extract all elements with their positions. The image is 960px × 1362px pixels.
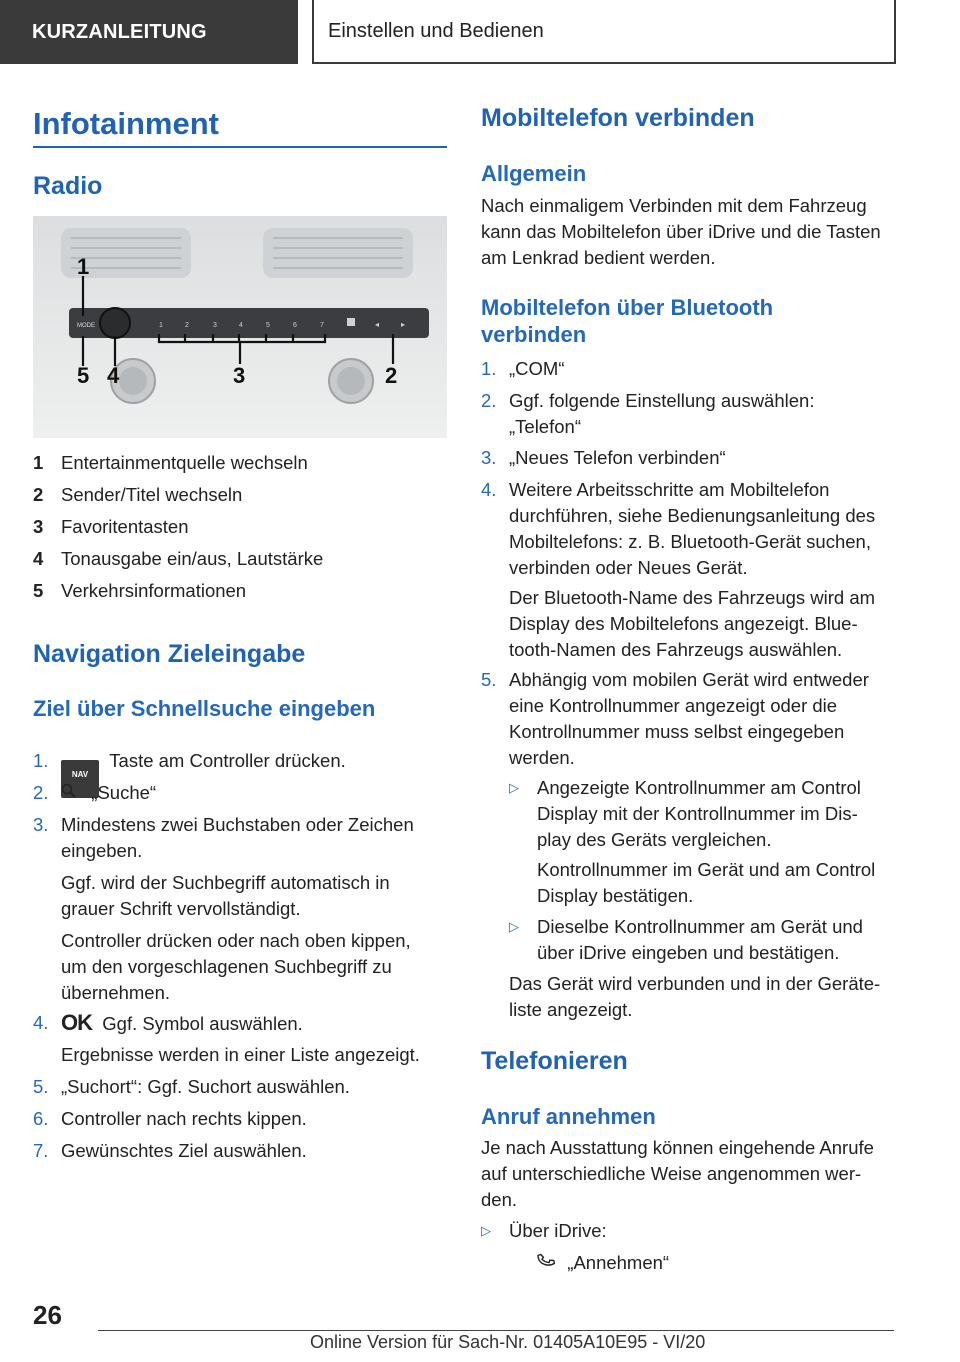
- svg-text:▸: ▸: [401, 320, 406, 329]
- title-rule: [33, 146, 447, 148]
- general-text: Nach einmaligem Verbinden mit dem Fahrzeug kann das Mobiltelefon über iDrive und die Tasten am Lenkrad bedient werden.: [481, 195, 881, 268]
- svg-text:5: 5: [266, 322, 270, 329]
- nav-subheading: Ziel über Schnellsuche eingeben: [33, 696, 376, 721]
- svg-text:3: 3: [213, 322, 217, 329]
- page-title: Infotainment: [33, 106, 219, 141]
- callout-5: 5: [77, 363, 90, 388]
- phone-heading: Mobiltelefon verbinden: [481, 104, 755, 132]
- svg-text:6: 6: [293, 322, 297, 329]
- footer-rule: [98, 1330, 894, 1331]
- svg-text:4: 4: [239, 322, 243, 329]
- search-icon: [61, 780, 81, 806]
- ok-icon: OK: [61, 1010, 92, 1035]
- nav-heading: Navigation Zieleingabe: [33, 640, 306, 668]
- footer-text: Online Version für Sach-Nr. 01405A10E95 - VI/20: [310, 1332, 706, 1352]
- section-tab: KURZANLEITUNG: [0, 0, 298, 64]
- answer-call-text: Je nach Ausstattung können eingehende Anrufe auf unterschiedliche Weise angenommen wer- den.: [481, 1137, 874, 1210]
- bluetooth-heading: Mobiltelefon über Bluetooth verbinden: [481, 295, 774, 347]
- radio-heading: Radio: [33, 172, 103, 200]
- callout-2: 2: [385, 363, 398, 388]
- callout-3: 3: [233, 363, 246, 388]
- svg-text:◂: ◂: [375, 320, 380, 329]
- radio-panel-illustration: [33, 216, 447, 438]
- triangle-bullet-icon: ▷: [509, 780, 519, 795]
- svg-text:2: 2: [185, 322, 189, 329]
- phone-icon: [537, 1250, 557, 1276]
- radio-panel-image: [33, 216, 447, 438]
- page-number: 26: [33, 1300, 62, 1330]
- chapter-tab: Einstellen und Bedienen: [312, 0, 896, 64]
- callout-4: 4: [107, 363, 120, 388]
- triangle-bullet-icon: ▷: [509, 919, 519, 934]
- answer-call-heading: Anruf annehmen: [481, 1104, 656, 1129]
- mode-label: MODE: [77, 323, 95, 329]
- triangle-bullet-icon: ▷: [481, 1223, 491, 1238]
- callout-1: 1: [77, 254, 90, 279]
- nav-button-icon: NAV: [61, 760, 99, 798]
- general-heading: Allgemein: [481, 161, 587, 186]
- svg-text:1: 1: [159, 322, 163, 329]
- page-header: [0, 0, 960, 66]
- telephony-heading: Telefonieren: [481, 1047, 628, 1075]
- svg-text:7: 7: [320, 322, 324, 329]
